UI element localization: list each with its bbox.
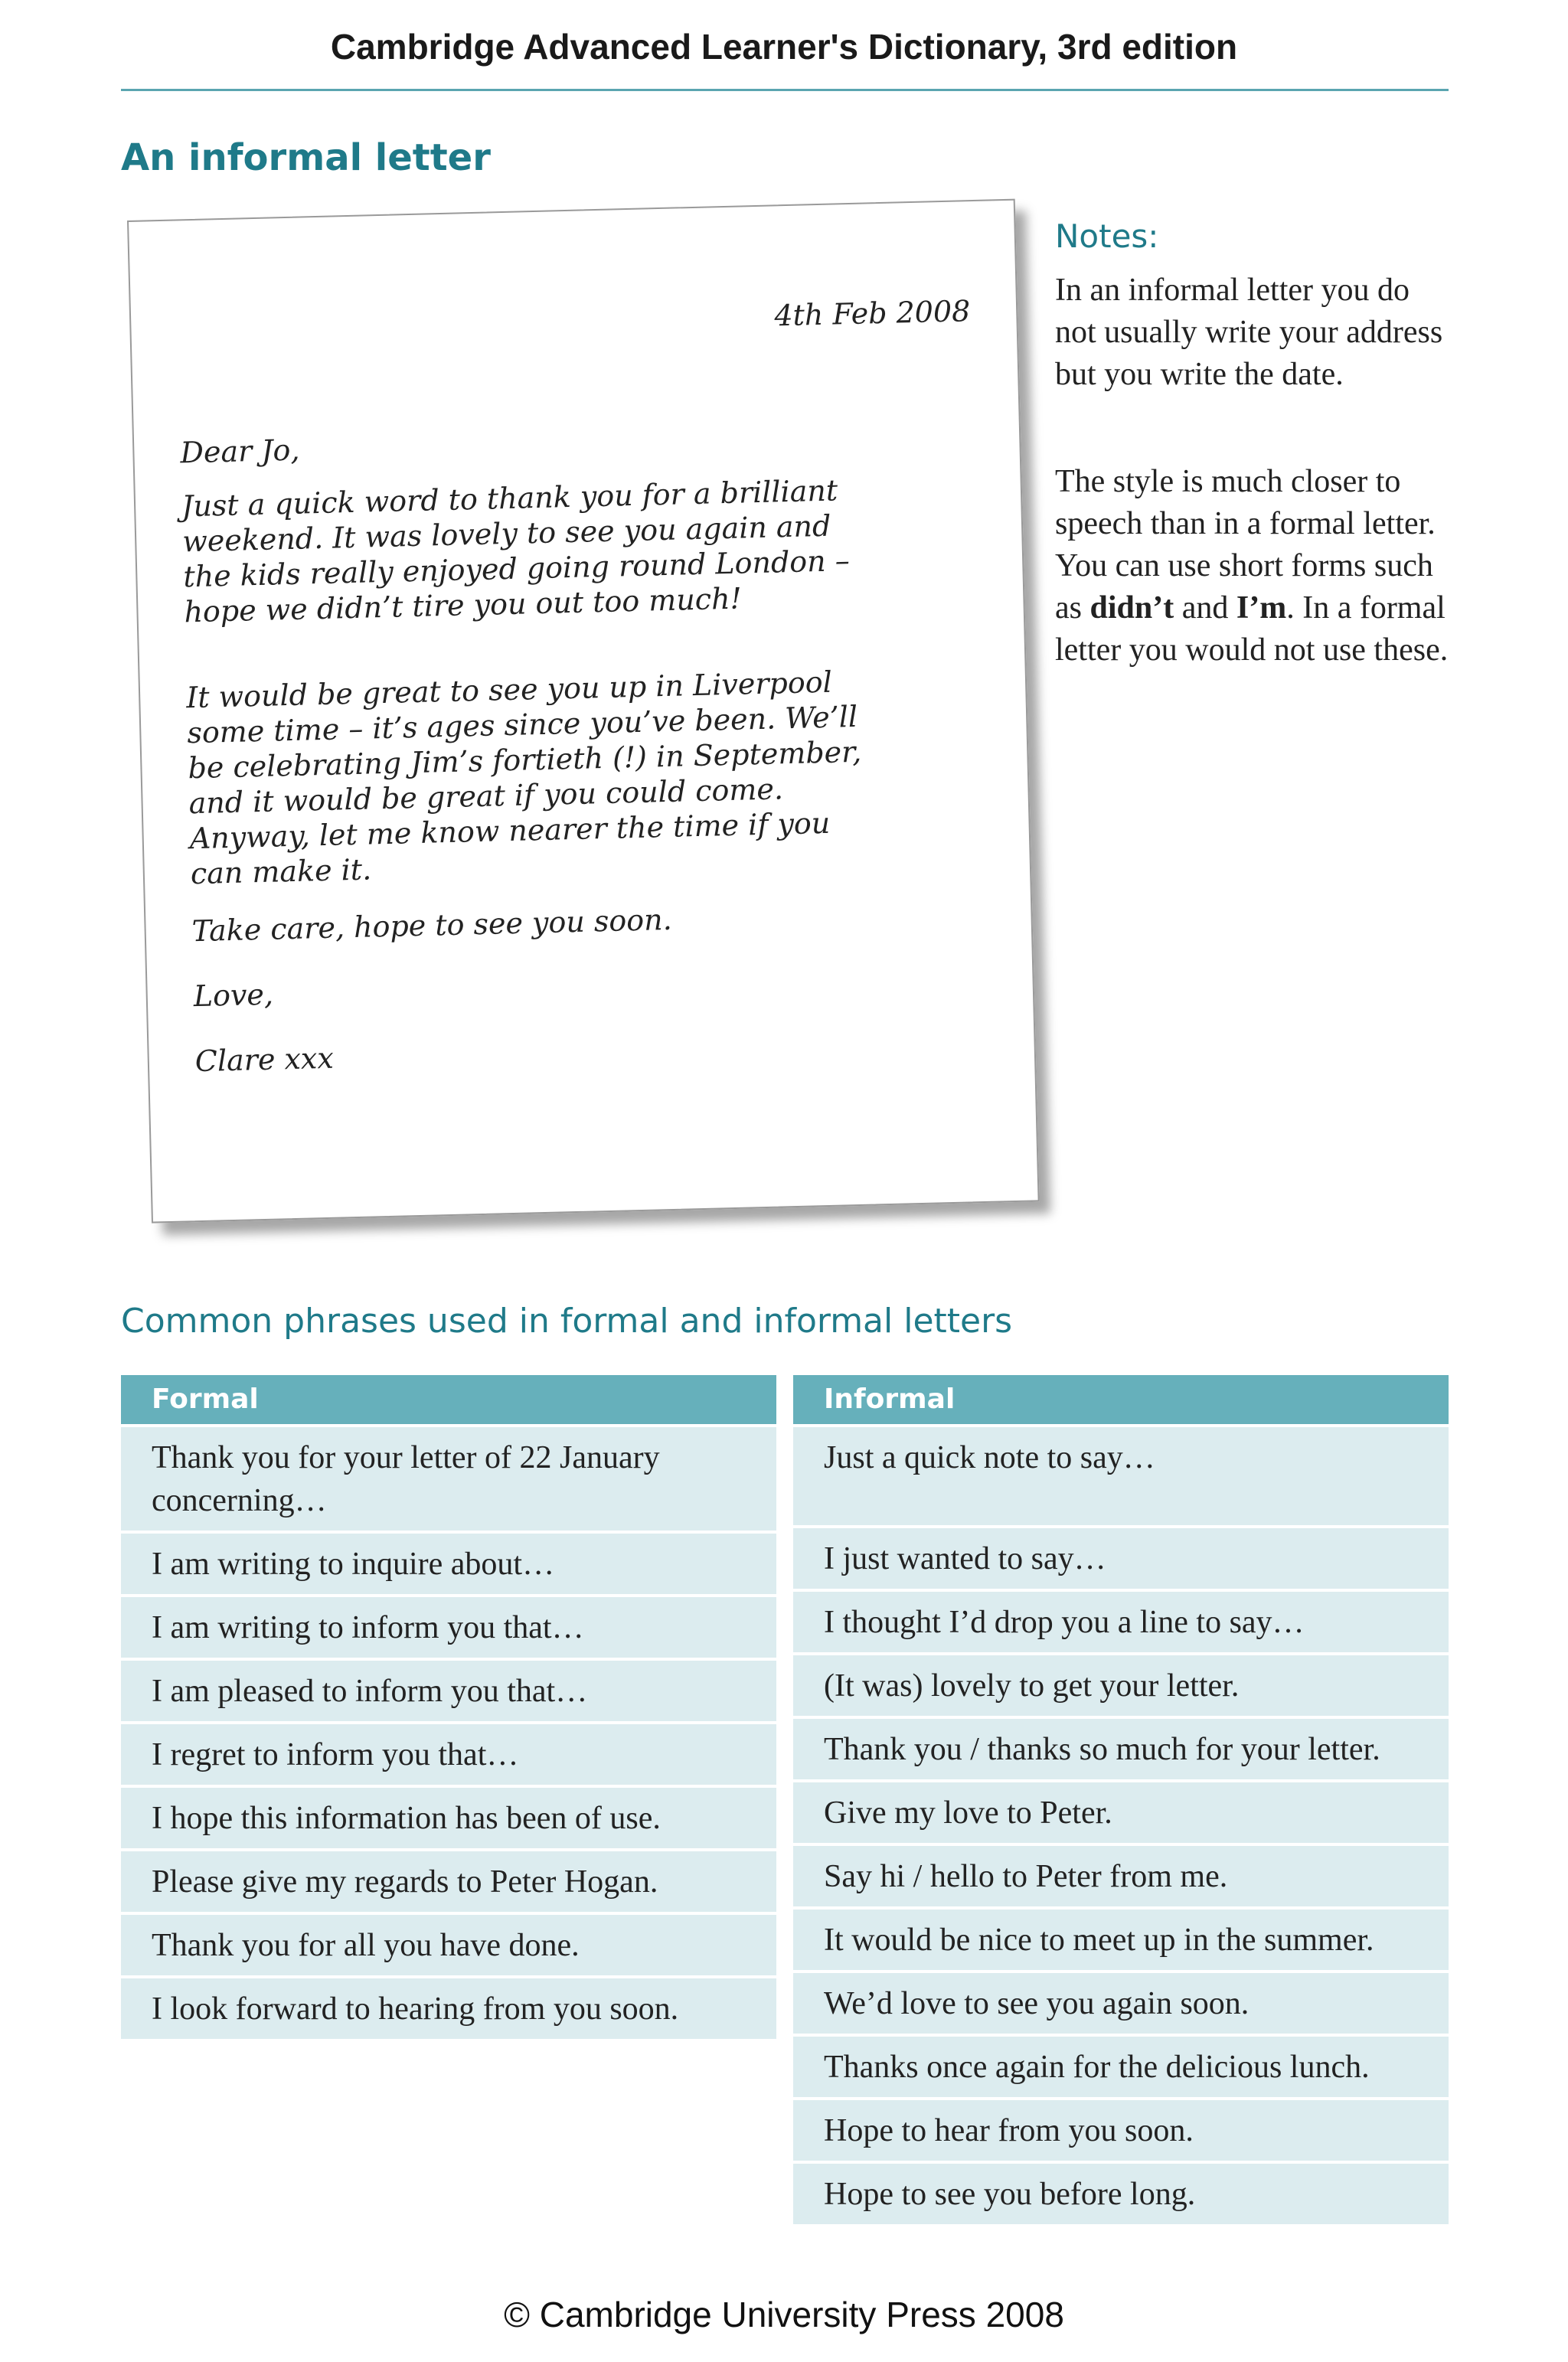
formal-row: Thank you for all you have done. (121, 1915, 776, 1975)
notes-paragraph-1: In an informal letter you do not usually write your address but you write the date. (1055, 273, 1443, 392)
formal-row: Thank you for your letter of 22 January concerning… (121, 1427, 776, 1531)
formal-row: I hope this information has been of use. (121, 1788, 776, 1848)
header-divider (121, 89, 1449, 91)
formal-column (121, 1375, 776, 2042)
informal-row: (It was) lovely to get your letter. (793, 1655, 1449, 1716)
formal-row: I regret to inform you that… (121, 1724, 776, 1785)
formal-row: Please give my regards to Peter Hogan. (121, 1851, 776, 1912)
letter-sheet (127, 199, 1040, 1223)
notes-p2-text-a: The style is much closer to speech than in a formal letter. You can use short forms such as (1055, 464, 1436, 626)
informal-column (793, 1375, 1449, 2227)
notes-p2-bold-didnt: didn’t (1089, 590, 1174, 626)
informal-row: Give my love to Peter. (793, 1782, 1449, 1843)
letter-paragraph-1: Just a quick word to thank you for a brilliant weekend. It was lovely to see you again and the kids really enjoyed going round London – hope we didn’t tire you out too much! (181, 473, 851, 629)
letter-signature: Clare xxx (194, 1041, 335, 1079)
formal-row: I am pleased to inform you that… (121, 1661, 776, 1721)
formal-row: I look forward to hearing from you soon. (121, 1978, 776, 2039)
letter-sign-off: Love, (193, 977, 274, 1014)
notes-heading: Notes: (1055, 217, 1159, 255)
phrases-title: Common phrases used in formal and informal letters (121, 1302, 1013, 1341)
informal-row: Say hi / hello to Peter from me. (793, 1846, 1449, 1906)
letter-salutation: Dear Jo, (179, 433, 300, 470)
informal-row: Hope to hear from you soon. (793, 2100, 1449, 2161)
notes-p2-text-b: and (1174, 590, 1236, 626)
formal-row: I am writing to inform you that… (121, 1597, 776, 1658)
footer-copyright: © Cambridge University Press 2008 (504, 2295, 1064, 2334)
letter-paragraph-2: It would be great to see you up in Liverpool some time – it’s ages since you’ve been. We’ll be celebrating Jim’s fortieth (!) in September, and it would be great if you could come. Anyway, let me know nearer the time if you can make it. (185, 665, 862, 891)
informal-header: Informal (793, 1375, 1449, 1424)
informal-row: Hope to see you before long. (793, 2164, 1449, 2224)
informal-row: I thought I’d drop you a line to say… (793, 1592, 1449, 1652)
page-header-title: Cambridge Advanced Learner's Dictionary, 3rd edition (330, 27, 1238, 67)
informal-row: It would be nice to meet up in the summer. (793, 1910, 1449, 1970)
letter-closing-line: Take care, hope to see you soon. (191, 902, 673, 949)
letter-paper (127, 199, 1040, 1223)
informal-row: I just wanted to say… (793, 1528, 1449, 1589)
letter-date: 4th Feb 2008 (773, 294, 971, 333)
notes-paragraph-2 (1055, 461, 1453, 671)
formal-header: Formal (121, 1375, 776, 1424)
informal-row: Thank you / thanks so much for your letter. (793, 1719, 1449, 1779)
informal-row: Thanks once again for the delicious lunch. (793, 2037, 1449, 2097)
informal-row: We’d love to see you again soon. (793, 1973, 1449, 2034)
notes-p2-text-c: . In a formal letter you would not use these. (1055, 590, 1449, 668)
section-title: An informal letter (121, 136, 491, 179)
informal-row: Just a quick note to say… (793, 1427, 1449, 1525)
formal-row: I am writing to inquire about… (121, 1534, 776, 1594)
notes-p2-bold-im: I’m (1236, 590, 1287, 626)
